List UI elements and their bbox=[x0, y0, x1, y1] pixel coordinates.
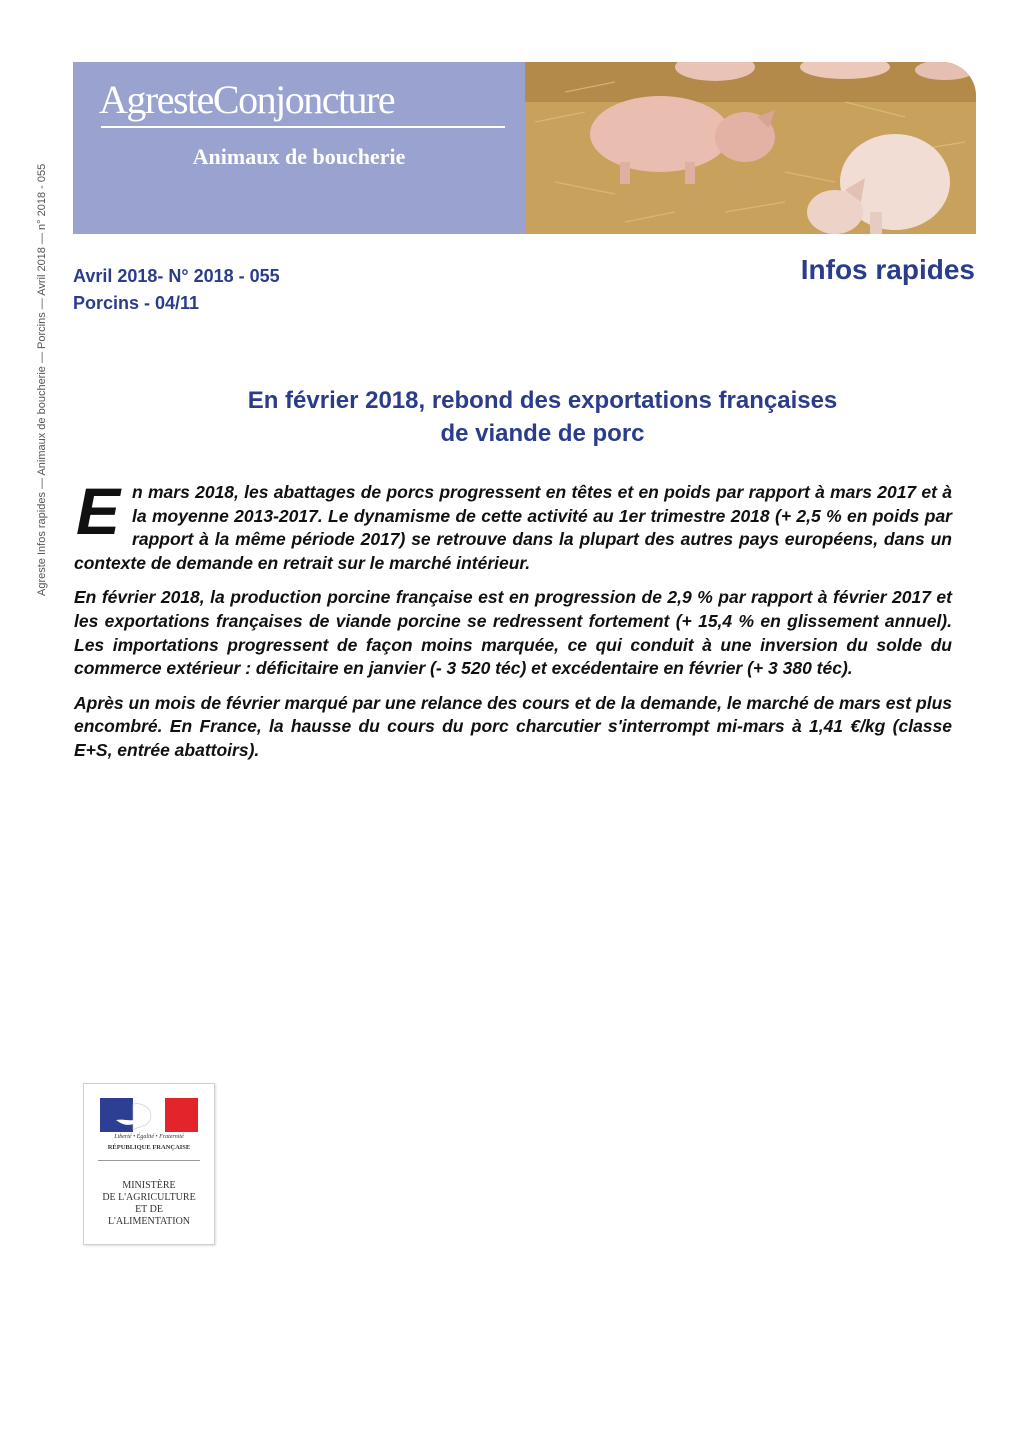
ministry-line-3: ET DE bbox=[135, 1204, 163, 1215]
drop-cap: E bbox=[76, 474, 121, 548]
issue-series: Porcins - 04/11 bbox=[73, 293, 200, 313]
pigs-photo bbox=[525, 62, 976, 234]
headline bbox=[73, 384, 1012, 450]
article-body bbox=[74, 474, 952, 774]
brand-title: AgresteConjoncture bbox=[99, 77, 395, 122]
ministry-logo bbox=[83, 1083, 215, 1245]
ministry-line-2: DE L'AGRICULTURE bbox=[102, 1192, 196, 1203]
paragraph-2: En février 2018, la production porcine française est en progression de 2,9 % par rapport à février 2017 et les exportations françaises de viande porcine se redressent fortement (+ 15,4 % en glissement annuel). Les importations progressent de façon moins marquée, ce qui conduit à une inversion du solde du commerce extérieur : déficitaire en janvier (- 3 520 téc) et excédentaire en février (+ 3 380 téc). bbox=[74, 587, 952, 679]
issue-number: Avril 2018- N° 2018 - 055 bbox=[73, 266, 280, 286]
brand-underline bbox=[101, 126, 505, 128]
headline-line-1: En février 2018, rebond des exportations françaises bbox=[247, 387, 838, 414]
headline-line-2: de viande de porc bbox=[440, 420, 645, 447]
banner-subtitle: Animaux de boucherie bbox=[192, 144, 406, 169]
header-banner bbox=[73, 62, 976, 234]
republic-motto: Liberté • Égalité • Fraternité bbox=[114, 1134, 184, 1140]
banner-title-panel bbox=[73, 62, 525, 234]
side-margin-text: Agreste Infos rapides — Animaux de boucherie — Porcins — Avril 2018 — n° 2018 - 055 bbox=[36, 163, 48, 596]
logo-divider bbox=[98, 1160, 200, 1161]
issue-info bbox=[73, 263, 280, 317]
ministry-name bbox=[84, 1180, 214, 1228]
publication-label: Infos rapides bbox=[800, 254, 975, 285]
ministry-line-1: MINISTÈRE bbox=[122, 1180, 176, 1191]
paragraph-3: Après un mois de février marqué par une relance des cours et de la demande, le marché de mars est plus encombré. En France, la hausse du cours du porc charcutier s'interrompt mi-mars à 1,41 €/kg (classe E+S, entrée abattoirs). bbox=[74, 692, 952, 760]
republic-name: RÉPUBLIQUE FRANÇAISE bbox=[107, 1144, 191, 1151]
ministry-line-4: L'ALIMENTATION bbox=[107, 1216, 191, 1227]
marianne-flag-icon bbox=[100, 1098, 198, 1132]
paragraph-1-text: n mars 2018, les abattages de porcs progressent en têtes et en poids par rapport à mars 2017 et à la moyenne 2013-2017. Le dynamisme de cette activité au 1er trimestre 2018 (+ 2,5 % en poids par rapport à la même période 2017) se retrouve dans la plupart des autres pays européens, dans un contexte de demande en retrait sur le marché intérieur. bbox=[74, 482, 952, 573]
paragraph-1 bbox=[74, 474, 952, 575]
